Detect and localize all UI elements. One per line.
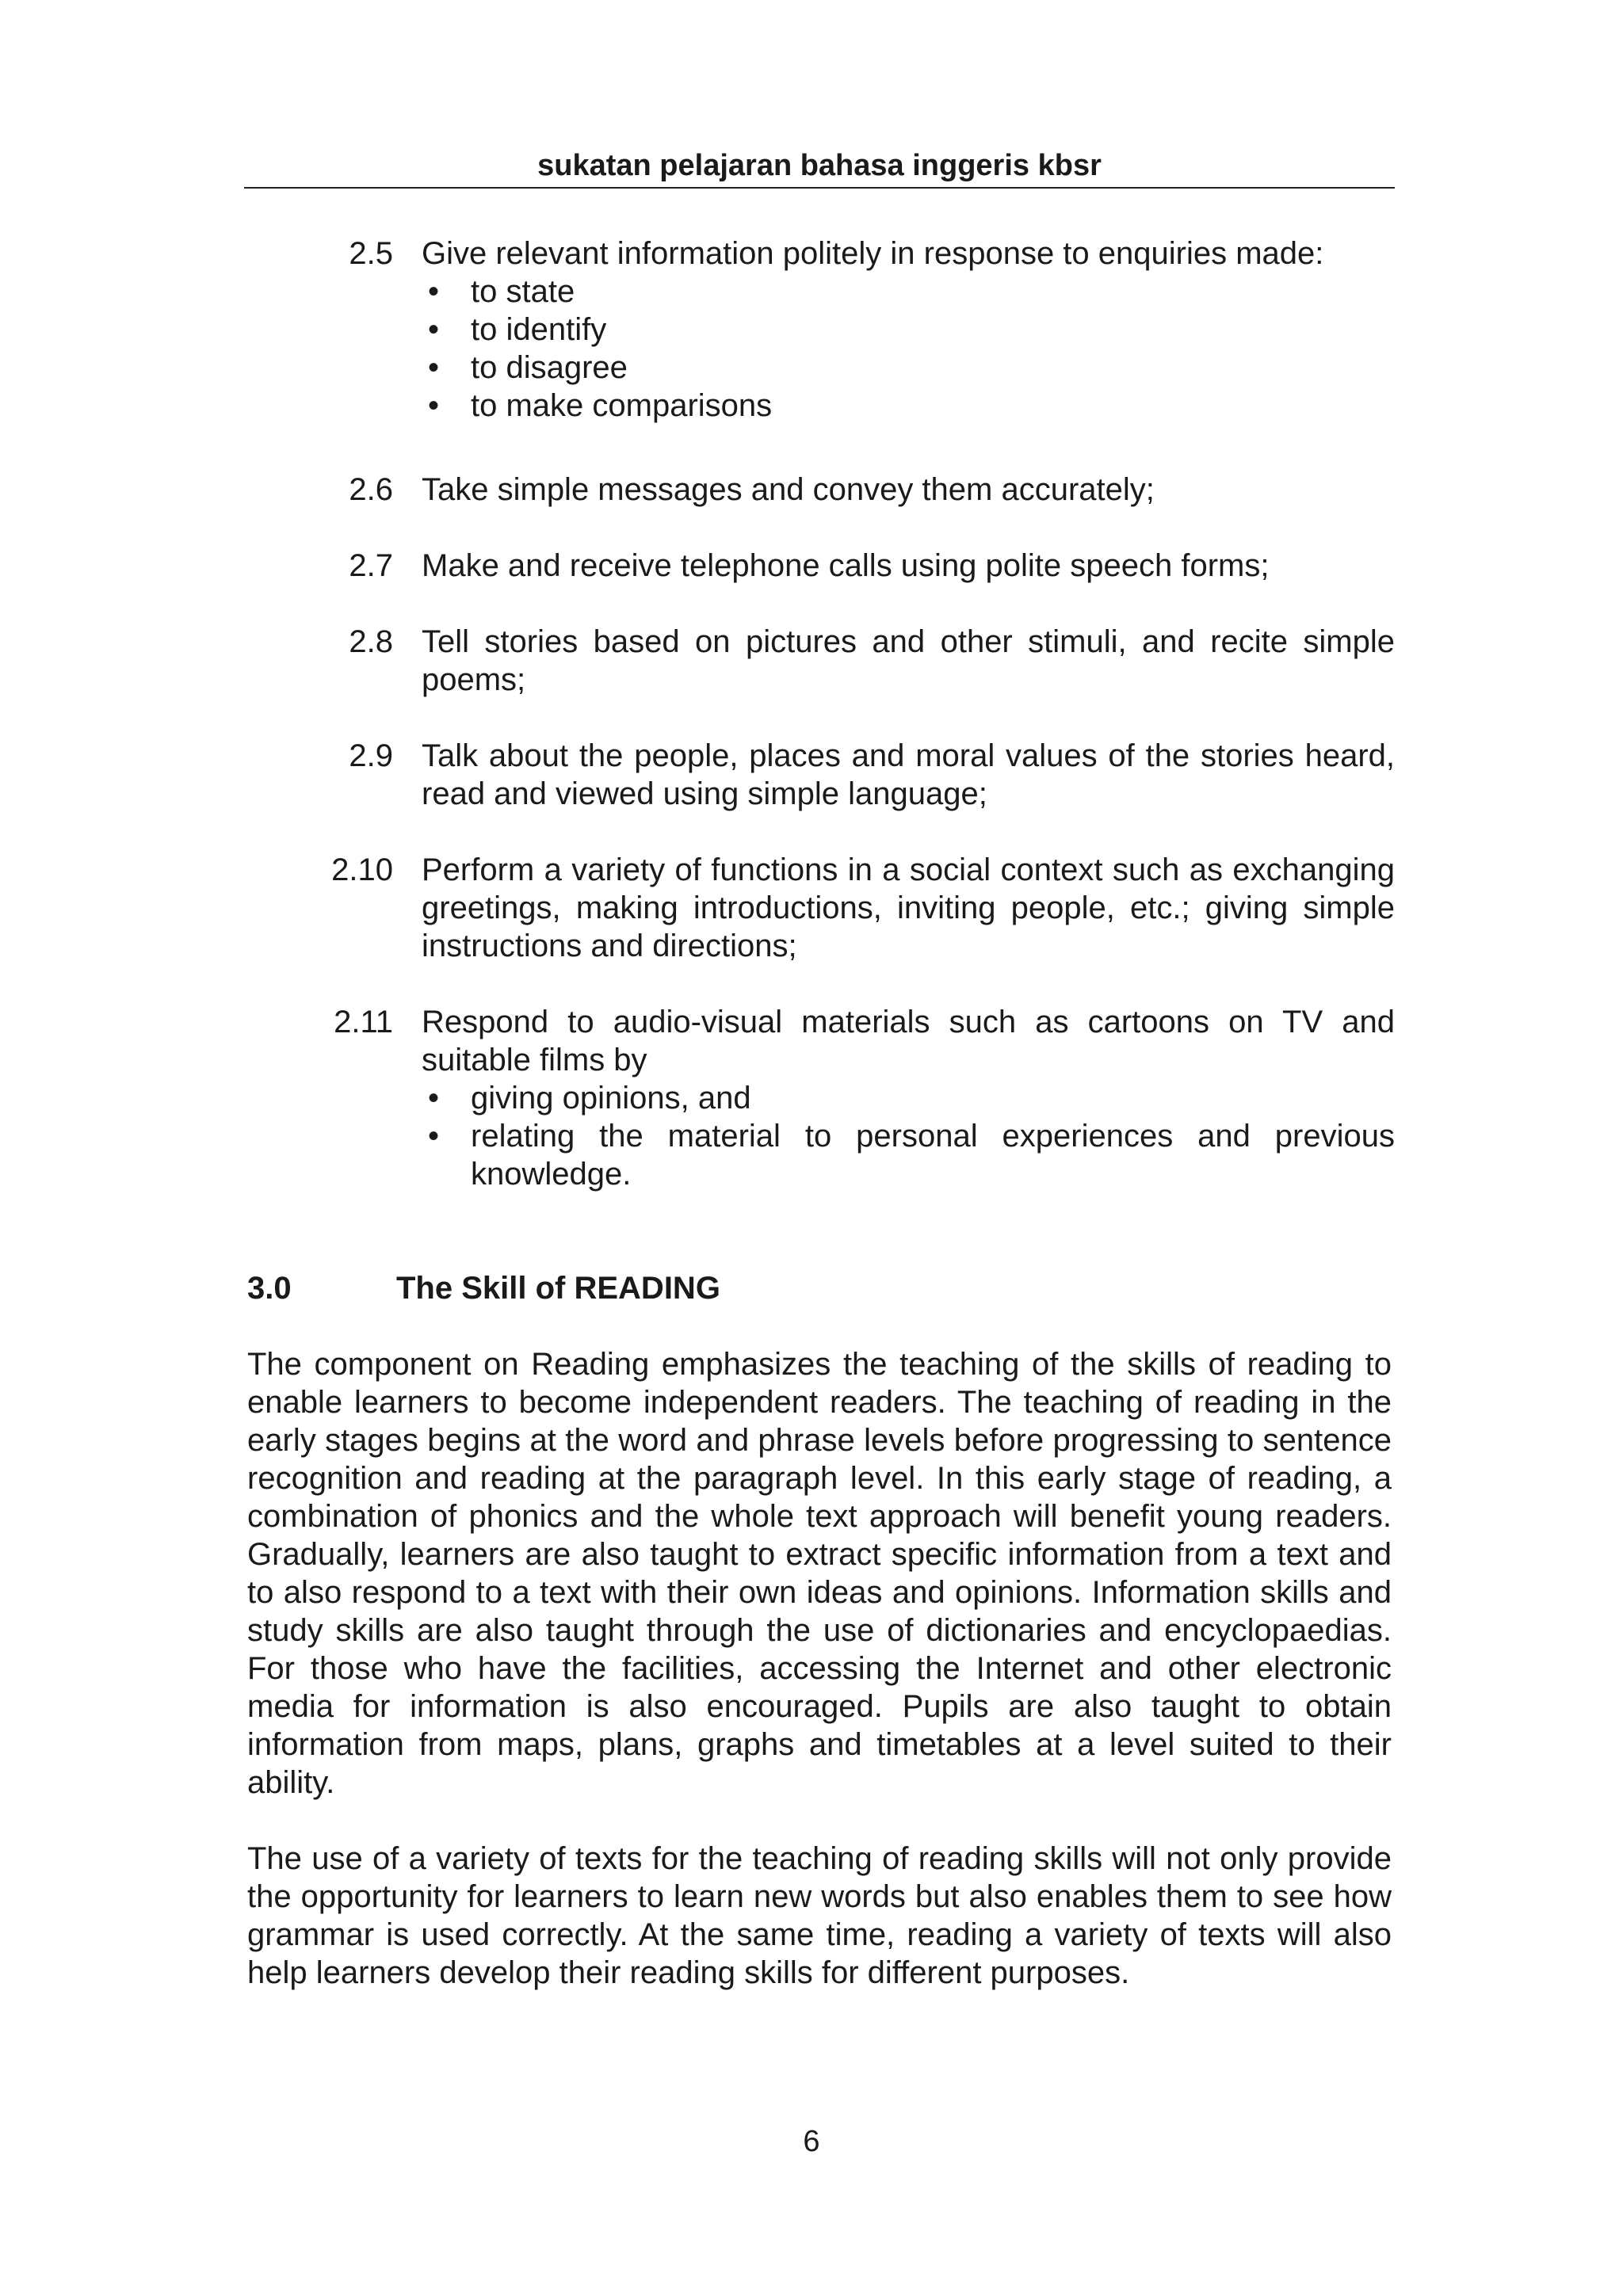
bullet-icon: • — [428, 350, 440, 385]
list-item-2-6 — [314, 471, 1395, 509]
item-number: 2.10 — [331, 852, 393, 887]
bullet-list — [422, 273, 1395, 425]
bullet-icon: • — [428, 388, 440, 423]
item-number: 2.7 — [349, 548, 393, 583]
bullet-icon: • — [428, 1081, 440, 1116]
item-text: Respond to audio-visual materials such as cartoons on TV and suitable films by — [422, 1005, 1395, 1077]
body-paragraph: The use of a variety of texts for the teaching of reading skills will not only provide the opportunity for learners to learn new words but also enables them to see how grammar is used correctly. At the same time, reading a variety of texts will also help learners develop their reading skills for different purposes. — [247, 1841, 1392, 1990]
item-text: Take simple messages and convey them accurately; — [422, 472, 1155, 507]
section-title: The Skill of READING — [396, 1271, 720, 1306]
bullet-item — [422, 1079, 1395, 1117]
bullet-icon: • — [428, 274, 440, 309]
item-number: 2.9 — [349, 738, 393, 773]
section-heading — [247, 1269, 720, 1307]
list-item-2-10 — [314, 851, 1395, 965]
body-paragraph: The component on Reading emphasizes the teaching of the skills of reading to enable learners to become independent readers. The teaching of reading in the early stages begins at the word and phrase levels before progressing to sentence recognition and reading at the paragraph level. In this early stage of reading, a combination of phonics and the whole text approach will benefit young readers. Gradually, learners are also taught to extract specific information from a text and to also respond to a text with their own ideas and opinions. Information skills and study skills are also taught through the use of dictionaries and encyclopaedias. For those who have the facilities, accessing the Internet and other electronic media for information is also encouraged. Pupils are also taught to obtain information from maps, plans, graphs and timetables at a level suited to their ability. — [247, 1347, 1392, 1800]
page-number: 6 — [803, 2125, 820, 2158]
list-item-2-5 — [314, 235, 1395, 425]
item-number: 2.6 — [349, 472, 393, 507]
bullet-text: relating the material to personal experiences and previous knowledge. — [471, 1119, 1395, 1192]
item-text: Tell stories based on pictures and other stimuli, and recite simple poems; — [422, 624, 1395, 697]
section-number: 3.0 — [247, 1271, 292, 1306]
item-text: Perform a variety of functions in a social context such as exchanging greetings, making introductions, inviting people, etc.; giving simple instructions and directions; — [422, 852, 1395, 963]
bullet-item — [422, 311, 1395, 349]
bullet-item — [422, 387, 1395, 425]
bullet-text: to make comparisons — [471, 388, 773, 423]
list-item-2-8 — [314, 623, 1395, 699]
bullet-text: to identify — [471, 312, 607, 347]
item-text: Give relevant information politely in response to enquiries made: — [422, 236, 1324, 271]
bullet-item — [422, 1117, 1395, 1193]
item-number: 2.11 — [334, 1005, 393, 1039]
header-rule — [244, 187, 1395, 189]
bullet-item — [422, 273, 1395, 311]
bullet-text: giving opinions, and — [471, 1081, 751, 1116]
list-item-2-7 — [314, 547, 1395, 585]
bullet-list — [422, 1079, 1395, 1193]
list-item-2-11 — [314, 1003, 1395, 1193]
bullet-text: to state — [471, 274, 575, 309]
list-item-2-9 — [314, 737, 1395, 813]
item-text: Make and receive telephone calls using polite speech forms; — [422, 548, 1270, 583]
item-number: 2.8 — [349, 624, 393, 659]
bullet-item — [422, 349, 1395, 387]
bullet-icon: • — [428, 312, 440, 347]
bullet-text: to disagree — [471, 350, 628, 385]
bullet-icon: • — [428, 1119, 440, 1154]
running-header: sukatan pelajaran bahasa inggeris kbsr — [537, 149, 1102, 182]
item-text: Talk about the people, places and moral values of the stories heard, read and viewed using simple language; — [422, 738, 1395, 811]
item-number: 2.5 — [349, 236, 393, 271]
